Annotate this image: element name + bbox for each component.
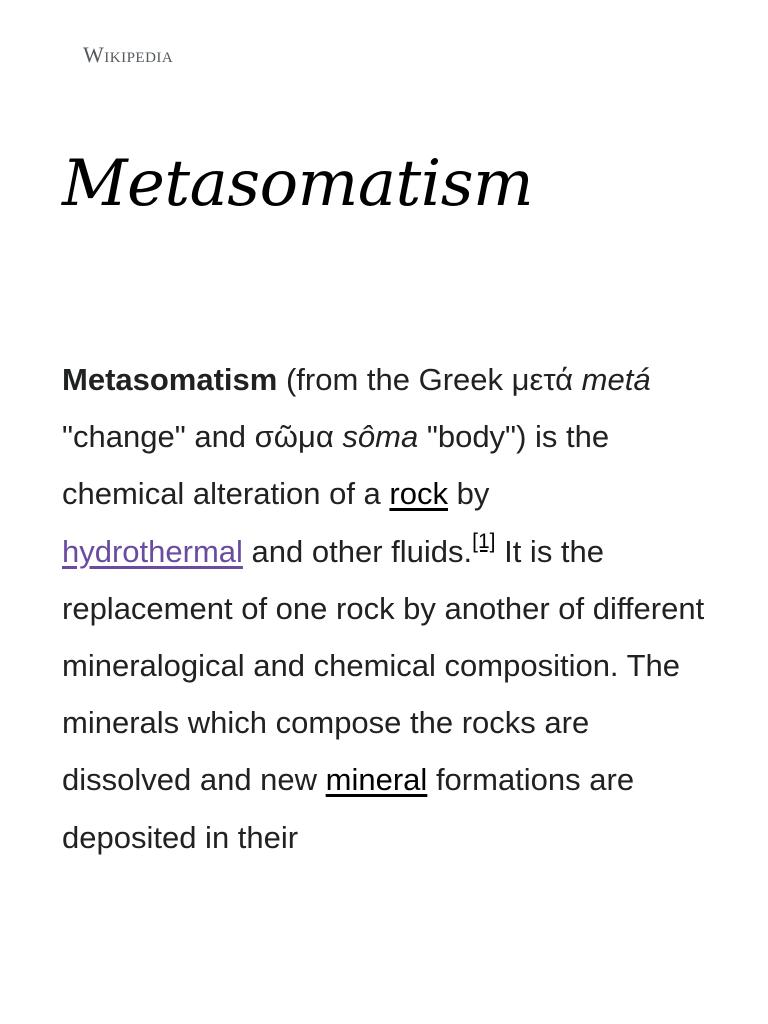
text-segment: It is the replacement of one rock by another of different mineralogical and chemical composition. The minerals which compose the rocks are dissolved and new [62, 533, 705, 798]
text-segment: formations are deposited in their [62, 762, 635, 855]
article-lead-paragraph [62, 351, 722, 866]
text-segment: and other fluids. [242, 533, 473, 569]
reference-superscript [472, 530, 495, 553]
text-segment: "change" and σῶμα [62, 419, 343, 455]
text-segment: "body") is the chemical alteration of a [62, 419, 610, 512]
greek-translit-meta: metá [581, 362, 651, 397]
page-title: Metasomatism [62, 147, 534, 221]
link-mineral[interactable]: mineral [325, 762, 428, 798]
link-hydrothermal[interactable]: hydrothermal [62, 533, 243, 569]
article-subject: Metasomatism [62, 362, 278, 397]
greek-translit-soma: sôma [342, 419, 419, 455]
link-rock[interactable]: rock [389, 476, 448, 512]
text-segment: by [447, 476, 490, 512]
text-segment: (from the Greek μετά [277, 362, 582, 397]
reference-link-1[interactable]: [1] [472, 529, 496, 553]
wikipedia-wordmark-logo[interactable]: Wikipedia [83, 42, 174, 67]
